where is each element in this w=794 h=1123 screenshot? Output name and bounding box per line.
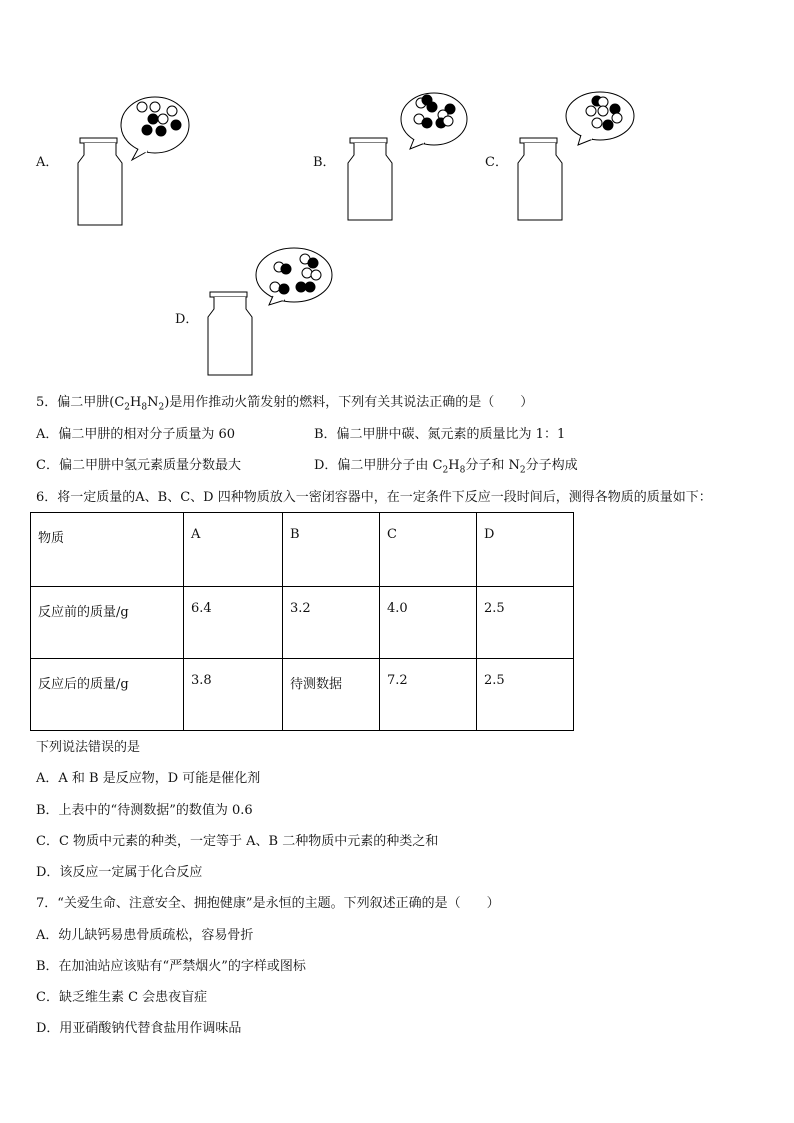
table-row <box>31 659 574 731</box>
table-cell: 3.8 <box>184 659 283 731</box>
table-row <box>31 513 574 587</box>
gas-bottle-b <box>335 85 485 230</box>
table-header-cell: 物质 <box>31 513 184 587</box>
option-b-letter: B． <box>313 155 336 170</box>
table-cell: 6.4 <box>184 587 283 659</box>
table-cell: 2.5 <box>477 659 574 731</box>
q5-option-b[interactable]: B．偏二甲肼中碳、氮元素的质量比为 1：1 <box>314 427 566 442</box>
table-row <box>31 587 574 659</box>
gas-bottle-d <box>195 245 345 385</box>
q5-option-a[interactable]: A．偏二甲肼的相对分子质量为 60 <box>36 427 236 442</box>
mass-data-table <box>30 512 574 731</box>
q7-option-a[interactable]: A．幼儿缺钙易患骨质疏松，容易骨折 <box>36 928 254 943</box>
q5-option-d[interactable]: D．偏二甲肼分子由 $C_2H_8$分子和 $N_2$分子构成 <box>314 458 578 476</box>
q5-option-c[interactable]: C．偏二甲肼中氢元素质量分数最大 <box>36 458 241 473</box>
q7-option-d[interactable]: D．用亚硝酸钠代替食盐用作调味品 <box>36 1021 242 1036</box>
table-cell: 反应后的质量/g <box>31 659 184 731</box>
table-cell: 待测数据 <box>283 659 380 731</box>
table-header-cell: A <box>184 513 283 587</box>
option-d-letter: D． <box>175 312 199 327</box>
q6-option-d[interactable]: D．该反应一定属于化合反应 <box>36 865 203 880</box>
gas-bottle-a <box>60 85 210 230</box>
table-header-cell: D <box>477 513 574 587</box>
q7-stem: 7．“关爱生命、注意安全、拥抱健康”是永恒的主题。下列叙述正确的是（ ） <box>36 896 500 911</box>
gas-bottle-c <box>505 85 655 230</box>
table-cell: 反应前的质量/g <box>31 587 184 659</box>
q7-option-b[interactable]: B．在加油站应该贴有“严禁烟火”的字样或图标 <box>36 959 306 974</box>
table-cell: 7.2 <box>380 659 477 731</box>
q6-option-c[interactable]: C．C 物质中元素的种类，一定等于 A、B 二种物质中元素的种类之和 <box>36 834 439 849</box>
option-c-letter: C． <box>485 155 508 170</box>
q6-option-b[interactable]: B．上表中的“待测数据”的数值为 0.6 <box>36 803 253 818</box>
q6-stem: 6．将一定质量的A、B、C、D 四种物质放入一密闭容器中，在一定条件下反应一段时间后，测得各物质的质量如下： <box>36 490 712 505</box>
q7-option-c[interactable]: C．缺乏维生素 C 会患夜盲症 <box>36 990 208 1005</box>
table-header-cell: C <box>380 513 477 587</box>
table-cell: 2.5 <box>477 587 574 659</box>
q6-option-a[interactable]: A．A 和 B 是反应物，D 可能是催化剂 <box>36 771 261 786</box>
option-a-letter: A． <box>36 155 59 170</box>
q6-prompt: 下列说法错误的是 <box>36 740 141 755</box>
table-cell: 3.2 <box>283 587 380 659</box>
q5-stem: 5．偏二甲肼$(C_2H_8N_2)$是用作推动火箭发射的燃料，下列有关其说法正确的是（ ） <box>36 395 534 413</box>
table-cell: 4.0 <box>380 587 477 659</box>
table-header-cell: B <box>283 513 380 587</box>
